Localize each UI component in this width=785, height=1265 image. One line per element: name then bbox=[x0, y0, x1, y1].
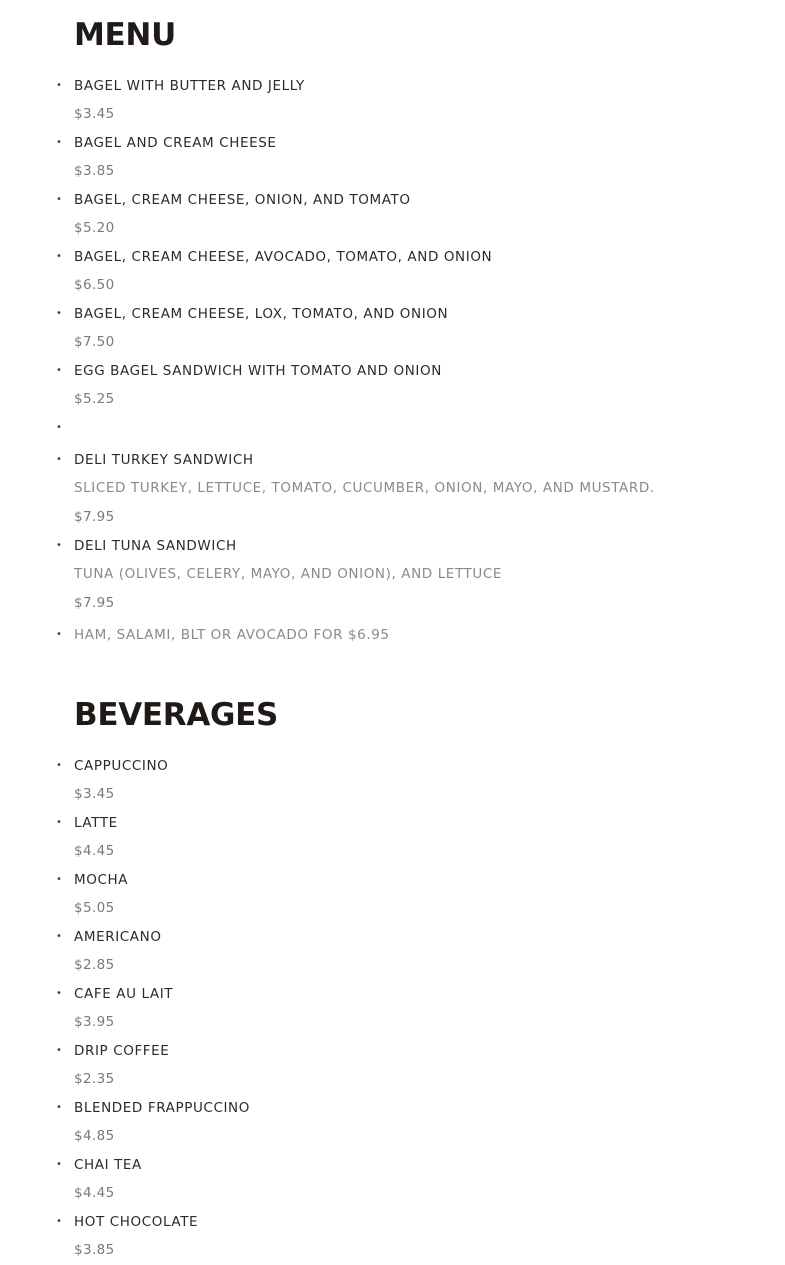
item-price: $4.85 bbox=[74, 1128, 115, 1144]
beverage-item bbox=[0, 1151, 785, 1208]
beverage-item bbox=[0, 980, 785, 1037]
item-name: BAGEL, CREAM CHEESE, AVOCADO, TOMATO, AND ONION bbox=[74, 249, 493, 265]
menu-item bbox=[0, 300, 785, 357]
item-name: CHAI TEA bbox=[74, 1157, 142, 1173]
bullet-icon: • bbox=[56, 194, 62, 205]
item-name: BLENDED FRAPPUCCINO bbox=[74, 1100, 250, 1116]
item-price: $7.95 bbox=[74, 509, 115, 525]
menu-item bbox=[0, 129, 785, 186]
bullet-icon: • bbox=[56, 629, 62, 640]
beverage-item bbox=[0, 1094, 785, 1151]
item-name: AMERICANO bbox=[74, 929, 162, 945]
bullet-icon: • bbox=[56, 817, 62, 828]
item-price: $5.25 bbox=[74, 391, 115, 407]
item-name: BAGEL AND CREAM CHEESE bbox=[74, 135, 277, 151]
bullet-icon: • bbox=[56, 540, 62, 551]
item-price: $3.85 bbox=[74, 1242, 115, 1258]
menu-item bbox=[0, 532, 785, 618]
bullet-icon: • bbox=[56, 422, 62, 433]
bullet-icon: • bbox=[56, 988, 62, 999]
item-name: MOCHA bbox=[74, 872, 129, 888]
item-name: LATTE bbox=[74, 815, 118, 831]
bullet-icon: • bbox=[56, 80, 62, 91]
menu-note bbox=[0, 621, 785, 649]
item-price: $7.50 bbox=[74, 334, 115, 350]
menu-item bbox=[0, 357, 785, 414]
bullet-icon: • bbox=[56, 1216, 62, 1227]
item-name: DELI TURKEY SANDWICH bbox=[74, 452, 254, 468]
bullet-icon: • bbox=[56, 365, 62, 376]
menu-heading: MENU bbox=[74, 17, 176, 53]
item-price: $3.45 bbox=[74, 786, 115, 802]
item-name: DRIP COFFEE bbox=[74, 1043, 170, 1059]
item-name: DELI TUNA SANDWICH bbox=[74, 538, 237, 554]
empty-list-item bbox=[0, 414, 785, 446]
item-price: $7.95 bbox=[74, 595, 115, 611]
bullet-icon: • bbox=[56, 308, 62, 319]
bullet-icon: • bbox=[56, 760, 62, 771]
beverages-heading: BEVERAGES bbox=[74, 697, 279, 733]
beverage-item bbox=[0, 752, 785, 809]
item-name: CAFE AU LAIT bbox=[74, 986, 174, 1002]
bullet-icon: • bbox=[56, 137, 62, 148]
item-description: SLICED TURKEY, LETTUCE, TOMATO, CUCUMBER, ONION, MAYO, AND MUSTARD. bbox=[74, 480, 655, 496]
item-price: $6.50 bbox=[74, 277, 115, 293]
item-price: $4.45 bbox=[74, 843, 115, 859]
item-price: $5.05 bbox=[74, 900, 115, 916]
bullet-icon: • bbox=[56, 454, 62, 465]
beverage-item bbox=[0, 866, 785, 923]
bullet-icon: • bbox=[56, 1102, 62, 1113]
item-name: CAPPUCCINO bbox=[74, 758, 169, 774]
item-price: $3.95 bbox=[74, 1014, 115, 1030]
bullet-icon: • bbox=[56, 931, 62, 942]
item-name: EGG BAGEL SANDWICH WITH TOMATO AND ONION bbox=[74, 363, 442, 379]
beverage-item bbox=[0, 1208, 785, 1265]
item-price: $5.20 bbox=[74, 220, 115, 236]
bullet-icon: • bbox=[56, 251, 62, 262]
item-description: TUNA (OLIVES, CELERY, MAYO, AND ONION), AND LETTUCE bbox=[74, 566, 503, 582]
menu-item bbox=[0, 72, 785, 129]
item-price: $4.45 bbox=[74, 1185, 115, 1201]
item-price: $2.35 bbox=[74, 1071, 115, 1087]
beverage-item bbox=[0, 923, 785, 980]
menu-item bbox=[0, 186, 785, 243]
menu-list bbox=[0, 72, 785, 649]
menu-item bbox=[0, 446, 785, 532]
item-name: BAGEL WITH BUTTER AND JELLY bbox=[74, 78, 305, 94]
item-price: $2.85 bbox=[74, 957, 115, 973]
bullet-icon: • bbox=[56, 1045, 62, 1056]
item-price: $3.85 bbox=[74, 163, 115, 179]
beverage-item bbox=[0, 1037, 785, 1094]
item-name: BAGEL, CREAM CHEESE, LOX, TOMATO, AND ONION bbox=[74, 306, 449, 322]
item-name: HOT CHOCOLATE bbox=[74, 1214, 199, 1230]
bullet-icon: • bbox=[56, 874, 62, 885]
menu-item bbox=[0, 243, 785, 300]
item-price: $3.45 bbox=[74, 106, 115, 122]
item-name: BAGEL, CREAM CHEESE, ONION, AND TOMATO bbox=[74, 192, 411, 208]
menu-note-text: HAM, SALAMI, BLT OR AVOCADO FOR $6.95 bbox=[74, 627, 390, 643]
beverages-list bbox=[0, 752, 785, 1265]
bullet-icon: • bbox=[56, 1159, 62, 1170]
beverage-item bbox=[0, 809, 785, 866]
